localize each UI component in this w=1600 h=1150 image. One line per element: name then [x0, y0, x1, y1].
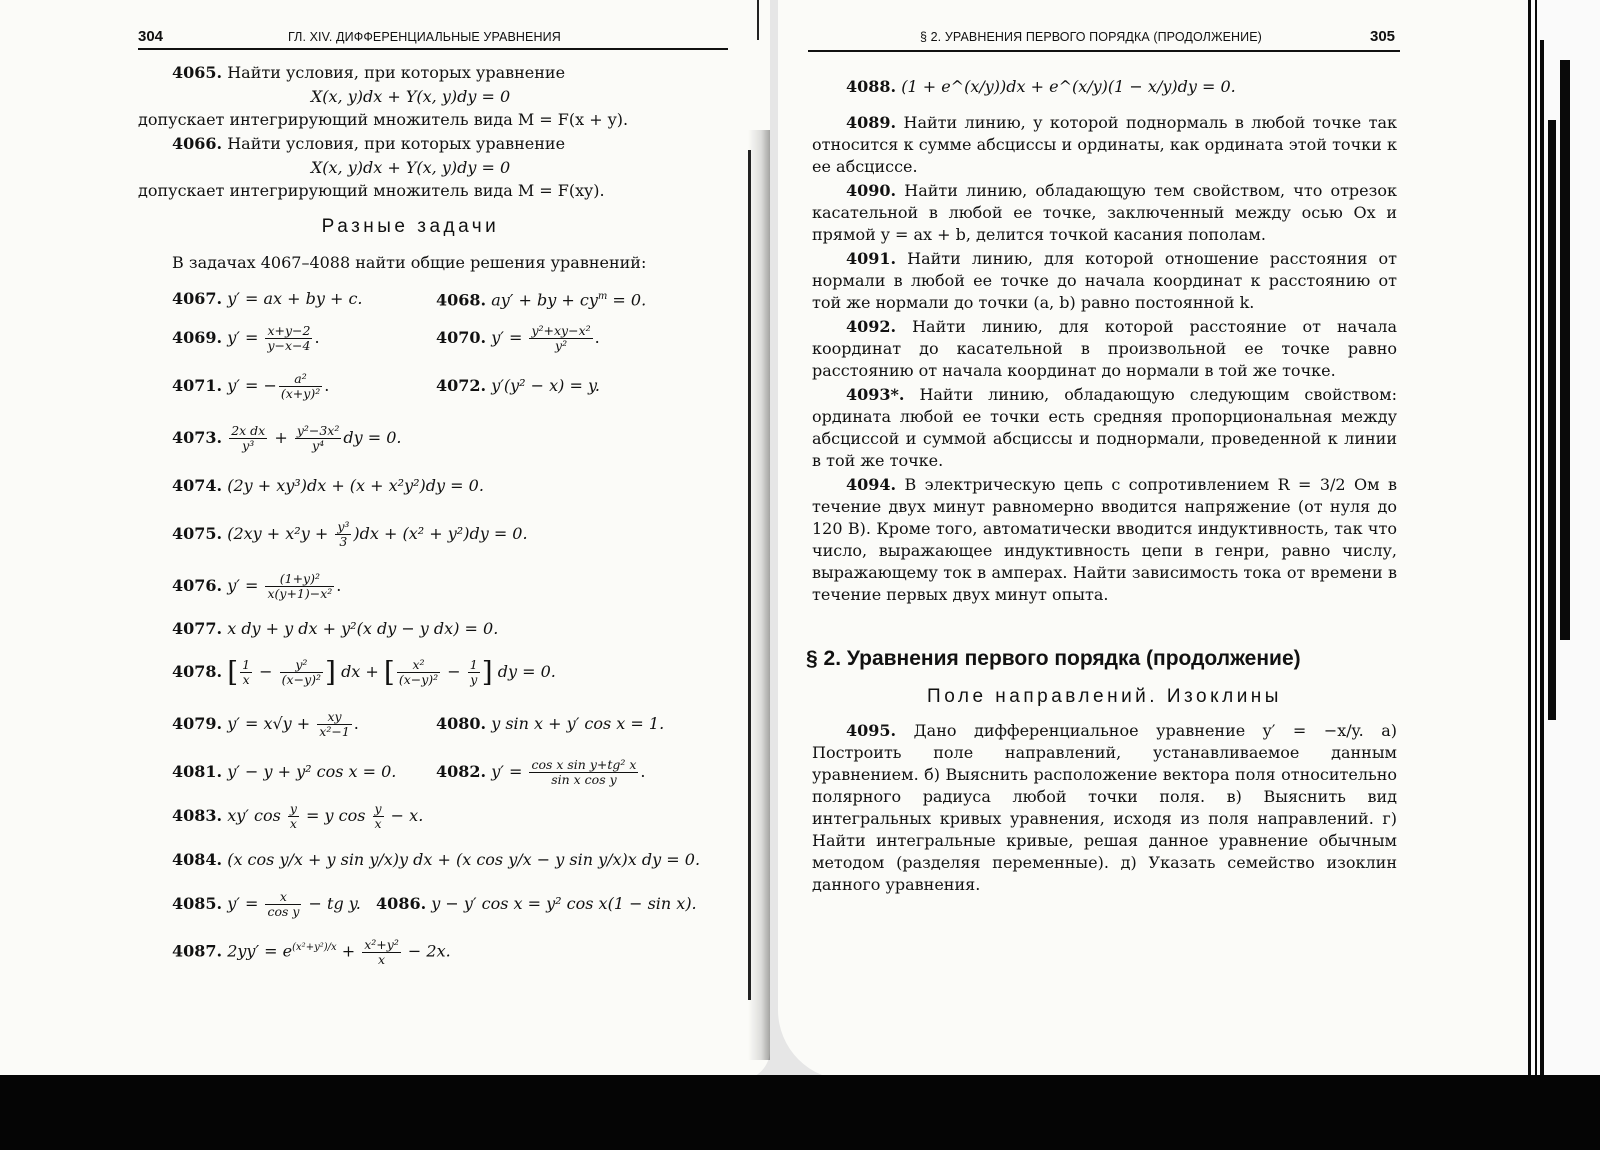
eq-4072: 4072. y′(y² − x) = y.: [436, 376, 600, 395]
eq-4082: 4082. y′ = $\frac{\text{cos x sin y+tg² x}}{\text{sin x cos y}}$ .: [436, 756, 646, 787]
eq-4073: 4073. $\frac{\text{2x dx}}{\text{y³}}$ + $\frac{\text{y²−3x²}}{\text{y⁴}}$ dy = 0.: [172, 422, 402, 453]
gutter-top-mark: [757, 0, 759, 40]
problem-4065: 4065. Найти условия, при которых уравнение: [172, 63, 566, 82]
problem-4094: 4094. В электрическую цепь с сопротивлением R = 3/2 Ом в течение двух минут равномерно вводится напряжение (от нуля до 120 В). Кроме того, автоматически вводится индуктивность, так что число, выражающее индуктивность цепи в генри, равно числу, выражающему ток в амперах. Найти зависимость тока от времени в течение первых двух минут опыта.: [812, 475, 1397, 604]
section-title: § 2. Уравнения первого порядка (продолжение): [806, 647, 1301, 670]
header-rule-right: [808, 50, 1400, 52]
eq-4074: 4074. (2y + xy³)dx + (x + x²y²)dy = 0.: [172, 476, 484, 495]
scan-bottom-shadow: [0, 1075, 1600, 1150]
page-gutter-shadow: [748, 130, 770, 1060]
eq-4075: 4075. (2xy + x²y + $\frac{\text{y³}}{3}$ )dx + (x² + y²)dy = 0.: [172, 518, 528, 549]
problem-4066: 4066. Найти условия, при которых уравнение: [172, 134, 566, 153]
running-head-left: ГЛ. XIV. ДИФФЕРЕНЦИАЛЬНЫЕ УРАВНЕНИЯ: [288, 30, 561, 44]
eq-4087: 4087. $2yy' = e^{(x^2+y^2)/x}$ + $\frac{\text{x²+y²}}{x}$ − 2x.: [172, 936, 451, 967]
problem-4092: 4092. Найти линию, для которой расстояние от начала координат до касательной в произвольной ее точке равно расстоянию от начала координат до нормали в той же точке.: [812, 317, 1397, 380]
problem-4089: 4089. Найти линию, у которой поднормаль в любой точке так относится к сумме абсциссы и ординаты, как ордината этой точки к ее абсциссе.: [812, 113, 1397, 176]
equation-4066: X(x, y)dx + Y(x, y)dy = 0: [310, 158, 511, 177]
problem-4066-tail: допускает интегрирующий множитель вида M = F(xy).: [138, 181, 605, 200]
eq-4077: 4077. x dy + y dx + y²(x dy − y dx) = 0.: [172, 619, 499, 638]
eq-4084: 4084. (x cos y/x + y sin y/x)y dx + (x cos y/x − y sin y/x)x dy = 0.: [172, 850, 701, 869]
problem-4095: 4095. Дано дифференциальное уравнение y′ = −x/y. а) Построить поле направлений, устанавливаемое данным уравнением. б) Выяснить расположение вектора поля относительно полярного радиуса любой точки поля. в) Выяснить вид интегральных кривых уравнения, исходя из поля направлений. г) Найти интегральные кривые, решая данное уравнение обычным методом (разделяя переменные). д) Указать семейство изоклин данного уравнения.: [812, 721, 1397, 894]
subsection-title-right: Поле направлений. Изоклины: [927, 686, 1282, 707]
eq-4081: 4081. y′ − y + y² cos x = 0.: [172, 762, 397, 781]
book-edge-line: [1535, 0, 1537, 1150]
book-edge-line: [1548, 120, 1556, 720]
left-page: [0, 0, 770, 1080]
problem-4090: 4090. Найти линию, обладающую тем свойством, что отрезок касательной в любой ее точке, заключенный между осью Ox и прямой y = ax + b, делится точкой касания пополам.: [812, 181, 1398, 244]
page-number-left: 304: [138, 28, 164, 45]
book-edge-line: [1540, 40, 1544, 1090]
gutter-line: [748, 150, 751, 1000]
problem-4093: 4093*. Найти линию, обладающую следующим свойством: ордината любой ее точки есть средняя пропорциональная между абсциссой и суммой абсциссы и поднормали, проведенной к линии в той же точке.: [812, 385, 1397, 470]
running-head-right: § 2. УРАВНЕНИЯ ПЕРВОГО ПОРЯДКА (ПРОДОЛЖЕНИЕ): [920, 30, 1262, 44]
eq-4079: 4079. y′ = x√y + $\frac{xy}{\text{x²−1}}$ .: [172, 708, 359, 739]
eq-4076: 4076. y′ = $\frac{\text{(1+y)²}}{\text{x(y+1)−x²}}$ .: [172, 570, 342, 601]
equation-4065: X(x, y)dx + Y(x, y)dy = 0: [310, 87, 511, 106]
equations-grid: [172, 282, 701, 978]
eq-4068: 4068. ay′ + by + $cy^m = 0$.: [436, 290, 647, 310]
eq-4083: 4083. xy′ cos $\frac{y}{x}$ = y cos $\frac{y}{x}$ − x.: [172, 800, 424, 831]
eq-4071: 4071. y′ = − $\frac{\text{a²}}{\text{(x+y)²}}$ .: [172, 370, 330, 401]
book-edge-line: [1528, 0, 1531, 1150]
eq-4069: 4069. y′ = $\frac{x+y-2}{y-x-4}$ .: [172, 322, 320, 353]
subsection-title-left: Разные задачи: [321, 216, 500, 237]
eq-4080: 4080. y sin x + y′ cos x = 1.: [436, 714, 665, 733]
header-rule-left: [138, 48, 728, 50]
left-content: [138, 62, 701, 978]
eq-4078: 4078. [ $\frac{1}{x}$ − $\frac{\text{y²}}{\text{(x−y)²}}$ ] dx + [ $\frac{\text{x²}}{\text{(x−y)²}}$ − $\frac{1}{y}$ ] dy = 0.: [172, 655, 556, 688]
intro-text: В задачах 4067–4088 найти общие решения уравнений:: [172, 253, 647, 272]
eq-4067: 4067. y′ = ax + by + c.: [172, 289, 363, 308]
eq-4085-4086: 4085. y′ = $\frac{x}{\text{cos y}}$ − tg y. 4086. y − y′ cos x = y² cos x(1 − sin x).: [172, 888, 697, 919]
problem-4091: 4091. Найти линию, для которой отношение расстояния от нормали в любой ее точке до начала координат к расстоянию от той же нормали до точки (a, b) равно постоянной k.: [812, 249, 1397, 312]
problem-4088: 4088. (1 + e^(x/y))dx + e^(x/y)(1 − x/y)dy = 0.: [846, 77, 1236, 96]
page-number-right: 305: [1370, 28, 1396, 45]
eq-4070: 4070. y′ = $\frac{\text{y²+xy−x²}}{\text{y²}}$ .: [436, 322, 600, 353]
problem-4065-tail: допускает интегрирующий множитель вида M = F(x + y).: [138, 110, 629, 129]
right-content: [806, 62, 1398, 898]
right-page: [778, 0, 1523, 1080]
book-edge-line: [1560, 60, 1570, 640]
